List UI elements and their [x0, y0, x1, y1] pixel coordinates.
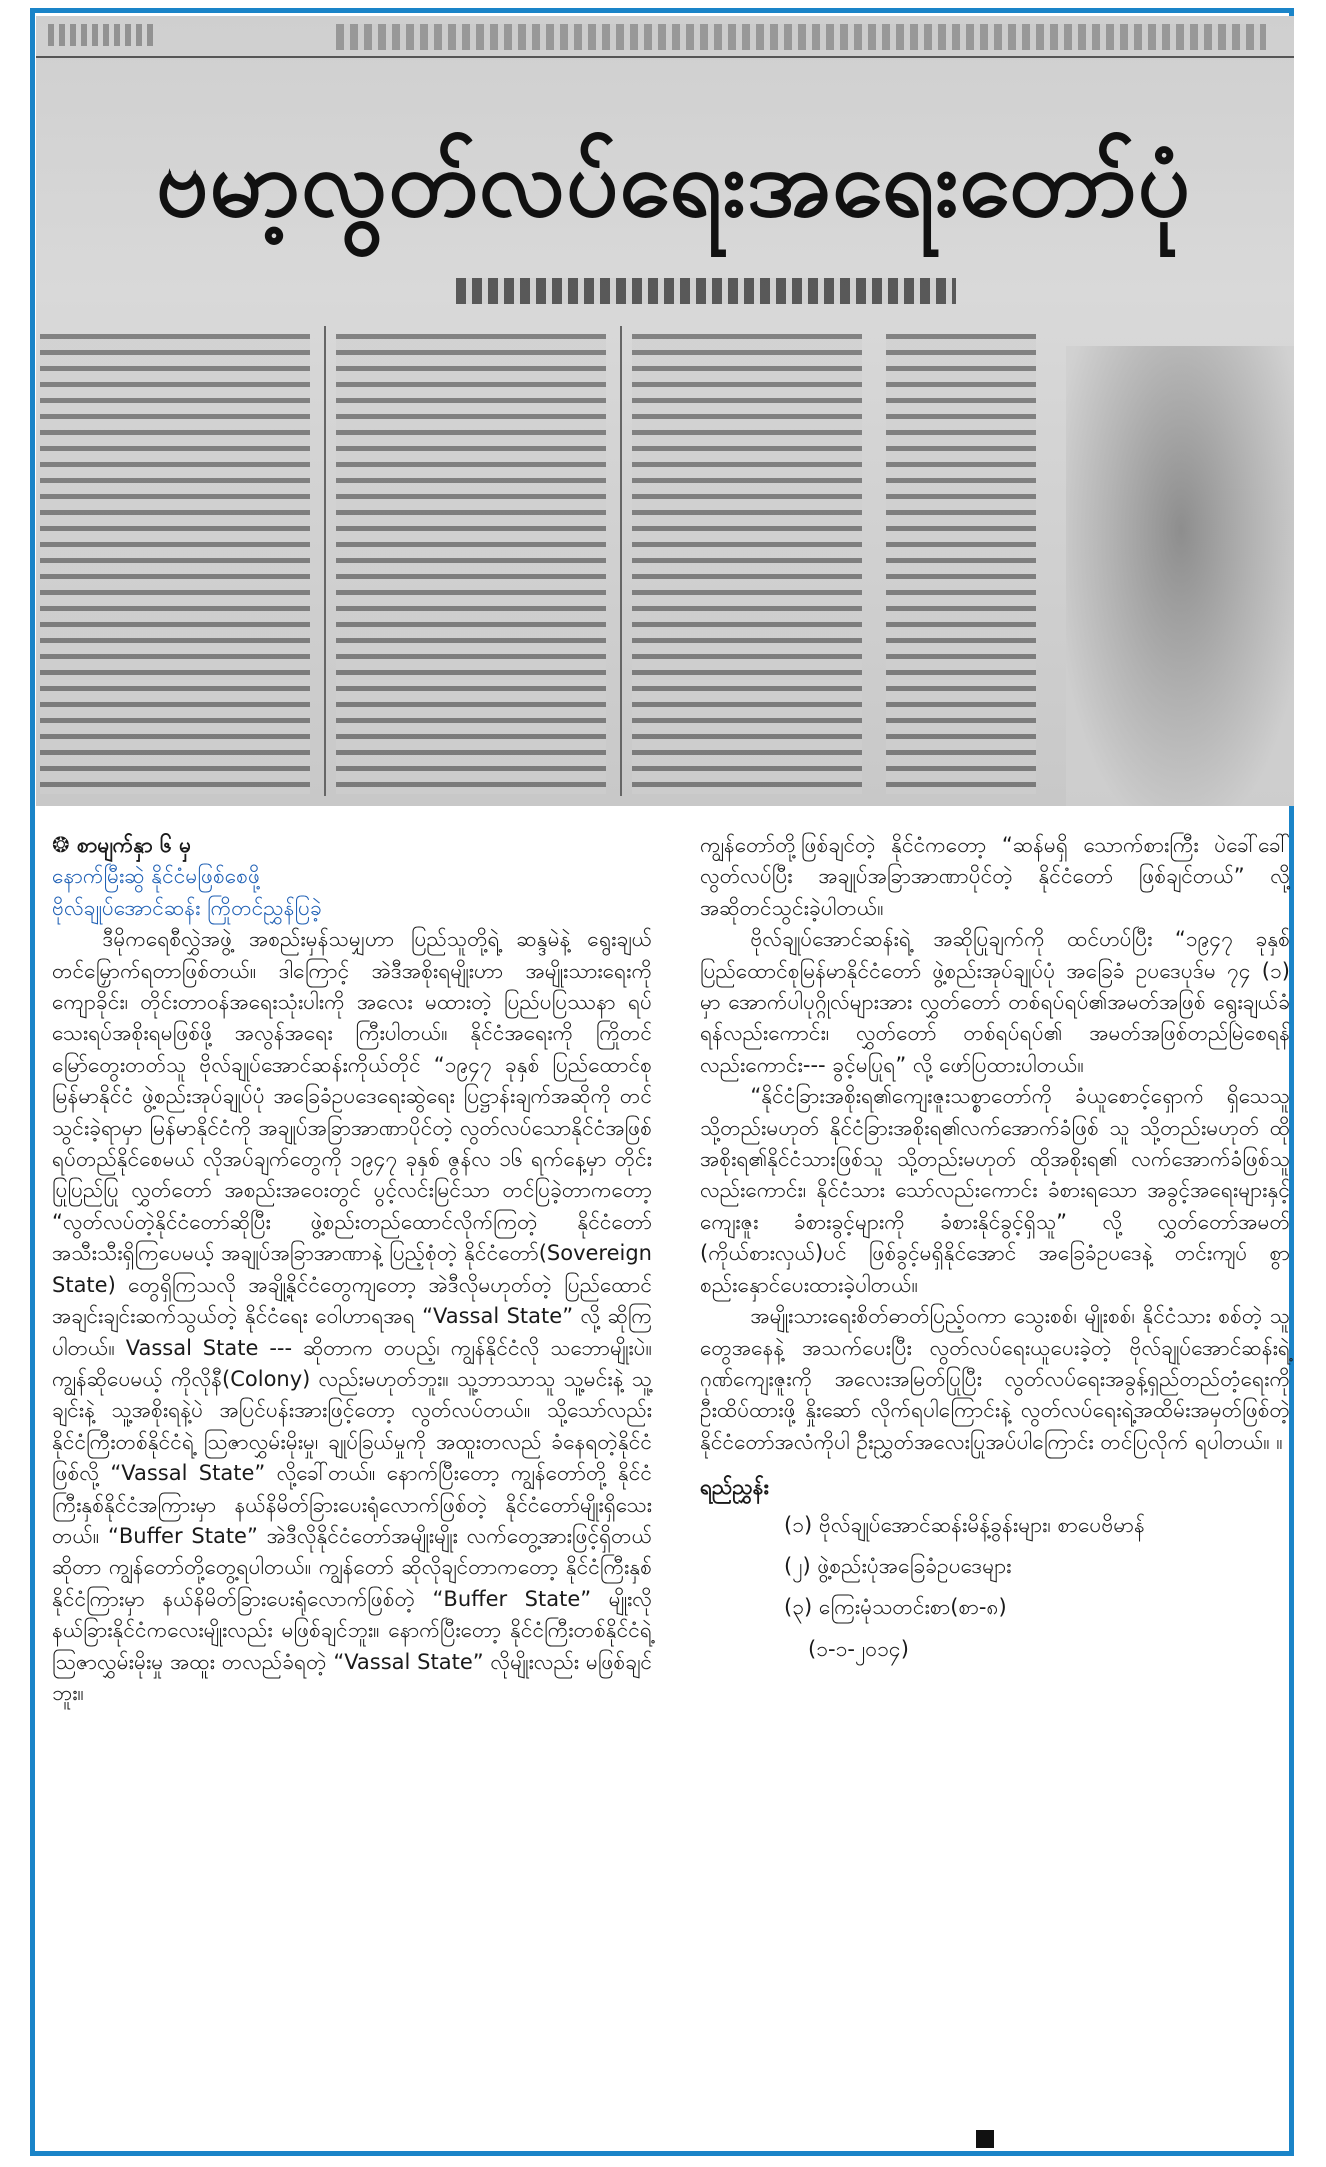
end-of-article-square-icon: [976, 2130, 994, 2148]
article-right-column: [700, 830, 1290, 1675]
continued-from-note: ❂ စာမျက်နှာ ၆ မှ: [52, 833, 192, 857]
clipping-text-column: [632, 334, 862, 794]
clipping-divider: [324, 326, 326, 796]
references-list: [700, 1510, 1290, 1666]
reference-date: (၁-၁-၂၀၁၄): [808, 1636, 909, 1661]
clipping-masthead-strip: [336, 24, 1266, 50]
references-title: ရည်ညွှန်း: [700, 1475, 769, 1500]
reference-item: (၃) ကြေးမုံသတင်းစာ(စာ-၈): [784, 1595, 1007, 1620]
subheading-1: နောက်မြီးဆွဲ နိုင်ငံမဖြစ်စေဖို့: [52, 864, 260, 889]
clipping-rule: [36, 56, 1294, 58]
body-paragraph: ဒီမိုကရေစီလွှဲအဖွဲ့ အစည်းမှန်သမျှဟာ ပြည်သူတို့ရဲ့ ဆန္ဒမဲနဲ့ ရွေးချယ်တင်မြှောက်ရတာဖြစ်တယ်။ ဒါကြောင့် အဲဒီအစိုးရမျိုးဟာ အမျိုးသားရေးကို ကျောခိုင်း၊ တိုင်းတာဝန်အရေးသုံးပါးကို အလေး မထားတဲ့ ပြည်ပပြဿနာ ရပ်သေးရပ်အစိုးရမဖြစ်ဖို့ အလွန်အရေး ကြီးပါတယ်။ နိုင်ငံအရေးကို ကြိုတင်မြော်တွေးတတ်သူ ဗိုလ်ချုပ်အောင်ဆန်းကိုယ်တိုင် “၁၉၄၇ ခုနှစ် ပြည်ထောင်စုမြန်မာနိုင်ငံ ဖွဲ့စည်းအုပ်ချုပ်ပုံ အခြေခံဥပဒေရေးဆွဲရေး ပြဋ္ဌာန်းချက်အဆိုကို တင်သွင်းခဲ့ရာမှာ မြန်မာနိုင်ငံကို အချုပ်အခြာအာဏာပိုင်တဲ့ လွတ်လပ်သောနိုင်ငံအဖြစ် ရပ်တည်နိုင်စေမယ် လိုအပ်ချက်တွေကို ၁၉၄၇ ခုနှစ် ဇွန်လ ၁၆ ရက်နေ့မှာ တိုင်းပြုပြည်ပြု လွှတ်တော် အစည်းအဝေးတွင် ပွင့်လင်းမြင်သာ တင်ပြခဲ့တာကတော့ “လွတ်လပ်တဲ့နိုင်ငံတော်ဆိုပြီး ဖွဲ့စည်းတည်ထောင်လိုက်ကြတဲ့ နိုင်ငံတော် အသီးသီးရှိကြပေမယ့် အချုပ်အခြာအာဏာနဲ့ ပြည့်စုံတဲ့ နိုင်ငံတော်(Sovereign State) တွေရှိကြသလို အချို့နိုင်ငံတွေကျတော့ အဲဒီလိုမဟုတ်တဲ့ ပြည်ထောင်အချင်းချင်းဆက်သွယ်တဲ့ နိုင်ငံရေး ဝေါဟာရအရ “Vassal State” လို့ ဆိုကြပါတယ်။ Vassal State --- ဆိုတာက တပည့်၊ ကျွန်နိုင်ငံလို သဘောမျိုးပဲ။ ကျွန်ဆိုပေမယ့် ကိုလိုနီ(Colony) လည်းမဟုတ်ဘူး။ သူ့ဘာသာသူ သူ့မင်းနဲ့ သူ့ချင်းနဲ့ သူ့အစိုးရနဲ့ပဲ အပြင်ပန်းအားဖြင့်တော့ လွတ်လပ်တယ်။ သို့သော်လည်း နိုင်ငံကြီးတစ်နိုင်ငံရဲ့ ဩဇာလွှမ်းမိုးမှု၊ ချုပ်ခြယ်မှုကို အထူးတလည် ခံနေရတဲ့နိုင်ငံဖြစ်လို့ “Vassal State” လို့ခေါ်တယ်။ နောက်ပြီးတော့ ကျွန်တော်တို့ နိုင်ငံကြီးနှစ်နိုင်ငံအကြားမှာ နယ်နိမိတ်ခြားပေးရုံလောက်ဖြစ်တဲ့ နိုင်ငံတော်မျိုးရှိသေးတယ်။ “Buffer State” အဲဒီလိုနိုင်ငံတော်အမျိုးမျိုး လက်တွေ့အားဖြင့်ရှိတယ် ဆိုတာ ကျွန်တော်တို့တွေ့ရပါတယ်။ ကျွန်တော် ဆိုလိုချင်တာကတော့ နိုင်ငံကြီးနှစ်နိုင်ငံကြားမှာ နယ်နိမိတ်ခြားပေးရုံလောက်ဖြစ်တဲ့ “Buffer State” မျိုးလို နယ်ခြားနိုင်ငံကလေးမျိုးလည်း မဖြစ်ချင်ဘူး။ နောက်ပြီးတော့ နိုင်ငံကြီးတစ်နိုင်ငံရဲ့ ဩဇာလွှမ်းမိုးမှု အထူး တလည်ခံရတဲ့ “Vassal State” လိုမျိုးလည်း မဖြစ်ချင်ဘူး။: [52, 927, 652, 1705]
clipping-text-column: [886, 334, 1036, 794]
reference-item: (၁) ဗိုလ်ချုပ်အောင်ဆန်းမိန့်ခွန်းများ၊ စာပေဗိမာန်: [784, 1512, 1145, 1537]
clipping-text-column: [40, 334, 310, 794]
subheading-2: ဗိုလ်ချုပ်အောင်ဆန်း ကြိုတင်ညွှန်ပြခဲ့: [52, 895, 322, 920]
clipping-portrait-sketch: [1066, 346, 1294, 806]
article-left-column: [52, 830, 652, 1709]
clipping-page-number: [48, 24, 158, 46]
reference-item: (၂) ဖွဲ့စည်းပုံအခြေခံဥပဒေများ: [784, 1553, 1012, 1578]
body-paragraph: ဗိုလ်ချုပ်အောင်ဆန်းရဲ့ အဆိုပြုချက်ကို ထင်ဟပ်ပြီး “၁၉၄၇ ခုနှစ် ပြည်ထောင်စုမြန်မာနိုင်ငံတော် ဖွဲ့စည်းအုပ်ချုပ်ပုံ အခြေခံ ဥပဒေပုဒ်မ ၇၄ (၁) မှာ အောက်ပါပုဂ္ဂိုလ်များအား လွှတ်တော် တစ်ရပ်ရပ်၏အမတ်အဖြစ် ရွေးချယ်ခံရန်လည်းကောင်း၊ လွှတ်တော် တစ်ရပ်ရပ်၏ အမတ်အဖြစ်တည်မြဲစေရန် လည်းကောင်း--- ခွင့်မပြုရ” လို့ ဖော်ပြထားပါတယ်။: [700, 927, 1290, 1077]
reference-date-item: [784, 1634, 1290, 1665]
clipping-text-column: [336, 334, 606, 794]
clipping-byline: [456, 278, 956, 304]
newspaper-clipping-image: [36, 16, 1294, 806]
clipping-headline: ဗမာ့လွတ်လပ်ရေးအရေးတော်ပုံ: [156, 129, 1192, 237]
body-paragraph: “နိုင်ငံခြားအစိုးရ၏ကျေးဇူးသစ္စာတော်ကို ခံယူစောင့်ရှောက် ရှိသေသူ သို့တည်းမဟုတ် နိုင်ငံခြားအစိုးရ၏လက်အောက်ခံဖြစ် သူ သို့တည်းမဟုတ် ထိုအစိုးရ၏နိုင်ငံသားဖြစ်သူ သို့တည်းမဟုတ် ထိုအစိုးရ၏ လက်အောက်ခံဖြစ်သူလည်းကောင်း၊ နိုင်ငံသား သော်လည်းကောင်း ခံစားရသော အခွင့်အရေးများနှင့် ကျေးဇူး ခံစားခွင့်များကို ခံစားနိုင်ခွင့်ရှိသူ” လို့ လွှတ်တော်အမတ် (ကိုယ်စားလှယ်)ပင် ဖြစ်ခွင့်မရှိနိုင်အောင် အခြေခံဥပဒေနဲ့ တင်းကျပ် စွာ စည်းနှောင်ပေးထားခဲ့ပါတယ်။: [700, 1084, 1290, 1297]
clipping-divider: [620, 326, 622, 796]
body-paragraph: ကျွန်တော်တို့ဖြစ်ချင်တဲ့ နိုင်ငံကတော့ “ဆန်မရှိ သောက်စားကြီး ပဲခေါ်ခေါ် လွတ်လပ်ပြီး အချုပ်အခြာအာဏာပိုင်တဲ့ နိုင်ငံတော် ဖြစ်ချင်တယ်” လို့ အဆိုတင်သွင်းခဲ့ပါတယ်။: [700, 833, 1290, 920]
body-paragraph: အမျိုးသားရေးစိတ်ဓာတ်ပြည့်ဝကာ သွေးစစ်၊ မျိုးစစ်၊ နိုင်ငံသား စစ်တဲ့ သူတွေအနေနဲ့ အသက်ပေးပြီး လွတ်လပ်ရေးယူပေးခဲ့တဲ့ ဗိုလ်ချုပ်အောင်ဆန်းရဲ့ ဂုဏ်ကျေးဇူးကို အလေးအမြတ်ပြုပြီး လွတ်လပ်ရေးအခွန့်ရှည်တည်တံ့ရေးကို ဦးထိပ်ထားဖို့ နှိုးဆော် လိုက်ရပါကြောင်းနဲ့ လွတ်လပ်ရေးရဲ့အထိမ်းအမှတ်ဖြစ်တဲ့ နိုင်ငံတော်အလံကိုပါ ဦးညွှတ်အလေးပြုအပ်ပါကြောင်း တင်ပြလိုက် ရပါတယ်။ ။: [700, 1304, 1290, 1454]
